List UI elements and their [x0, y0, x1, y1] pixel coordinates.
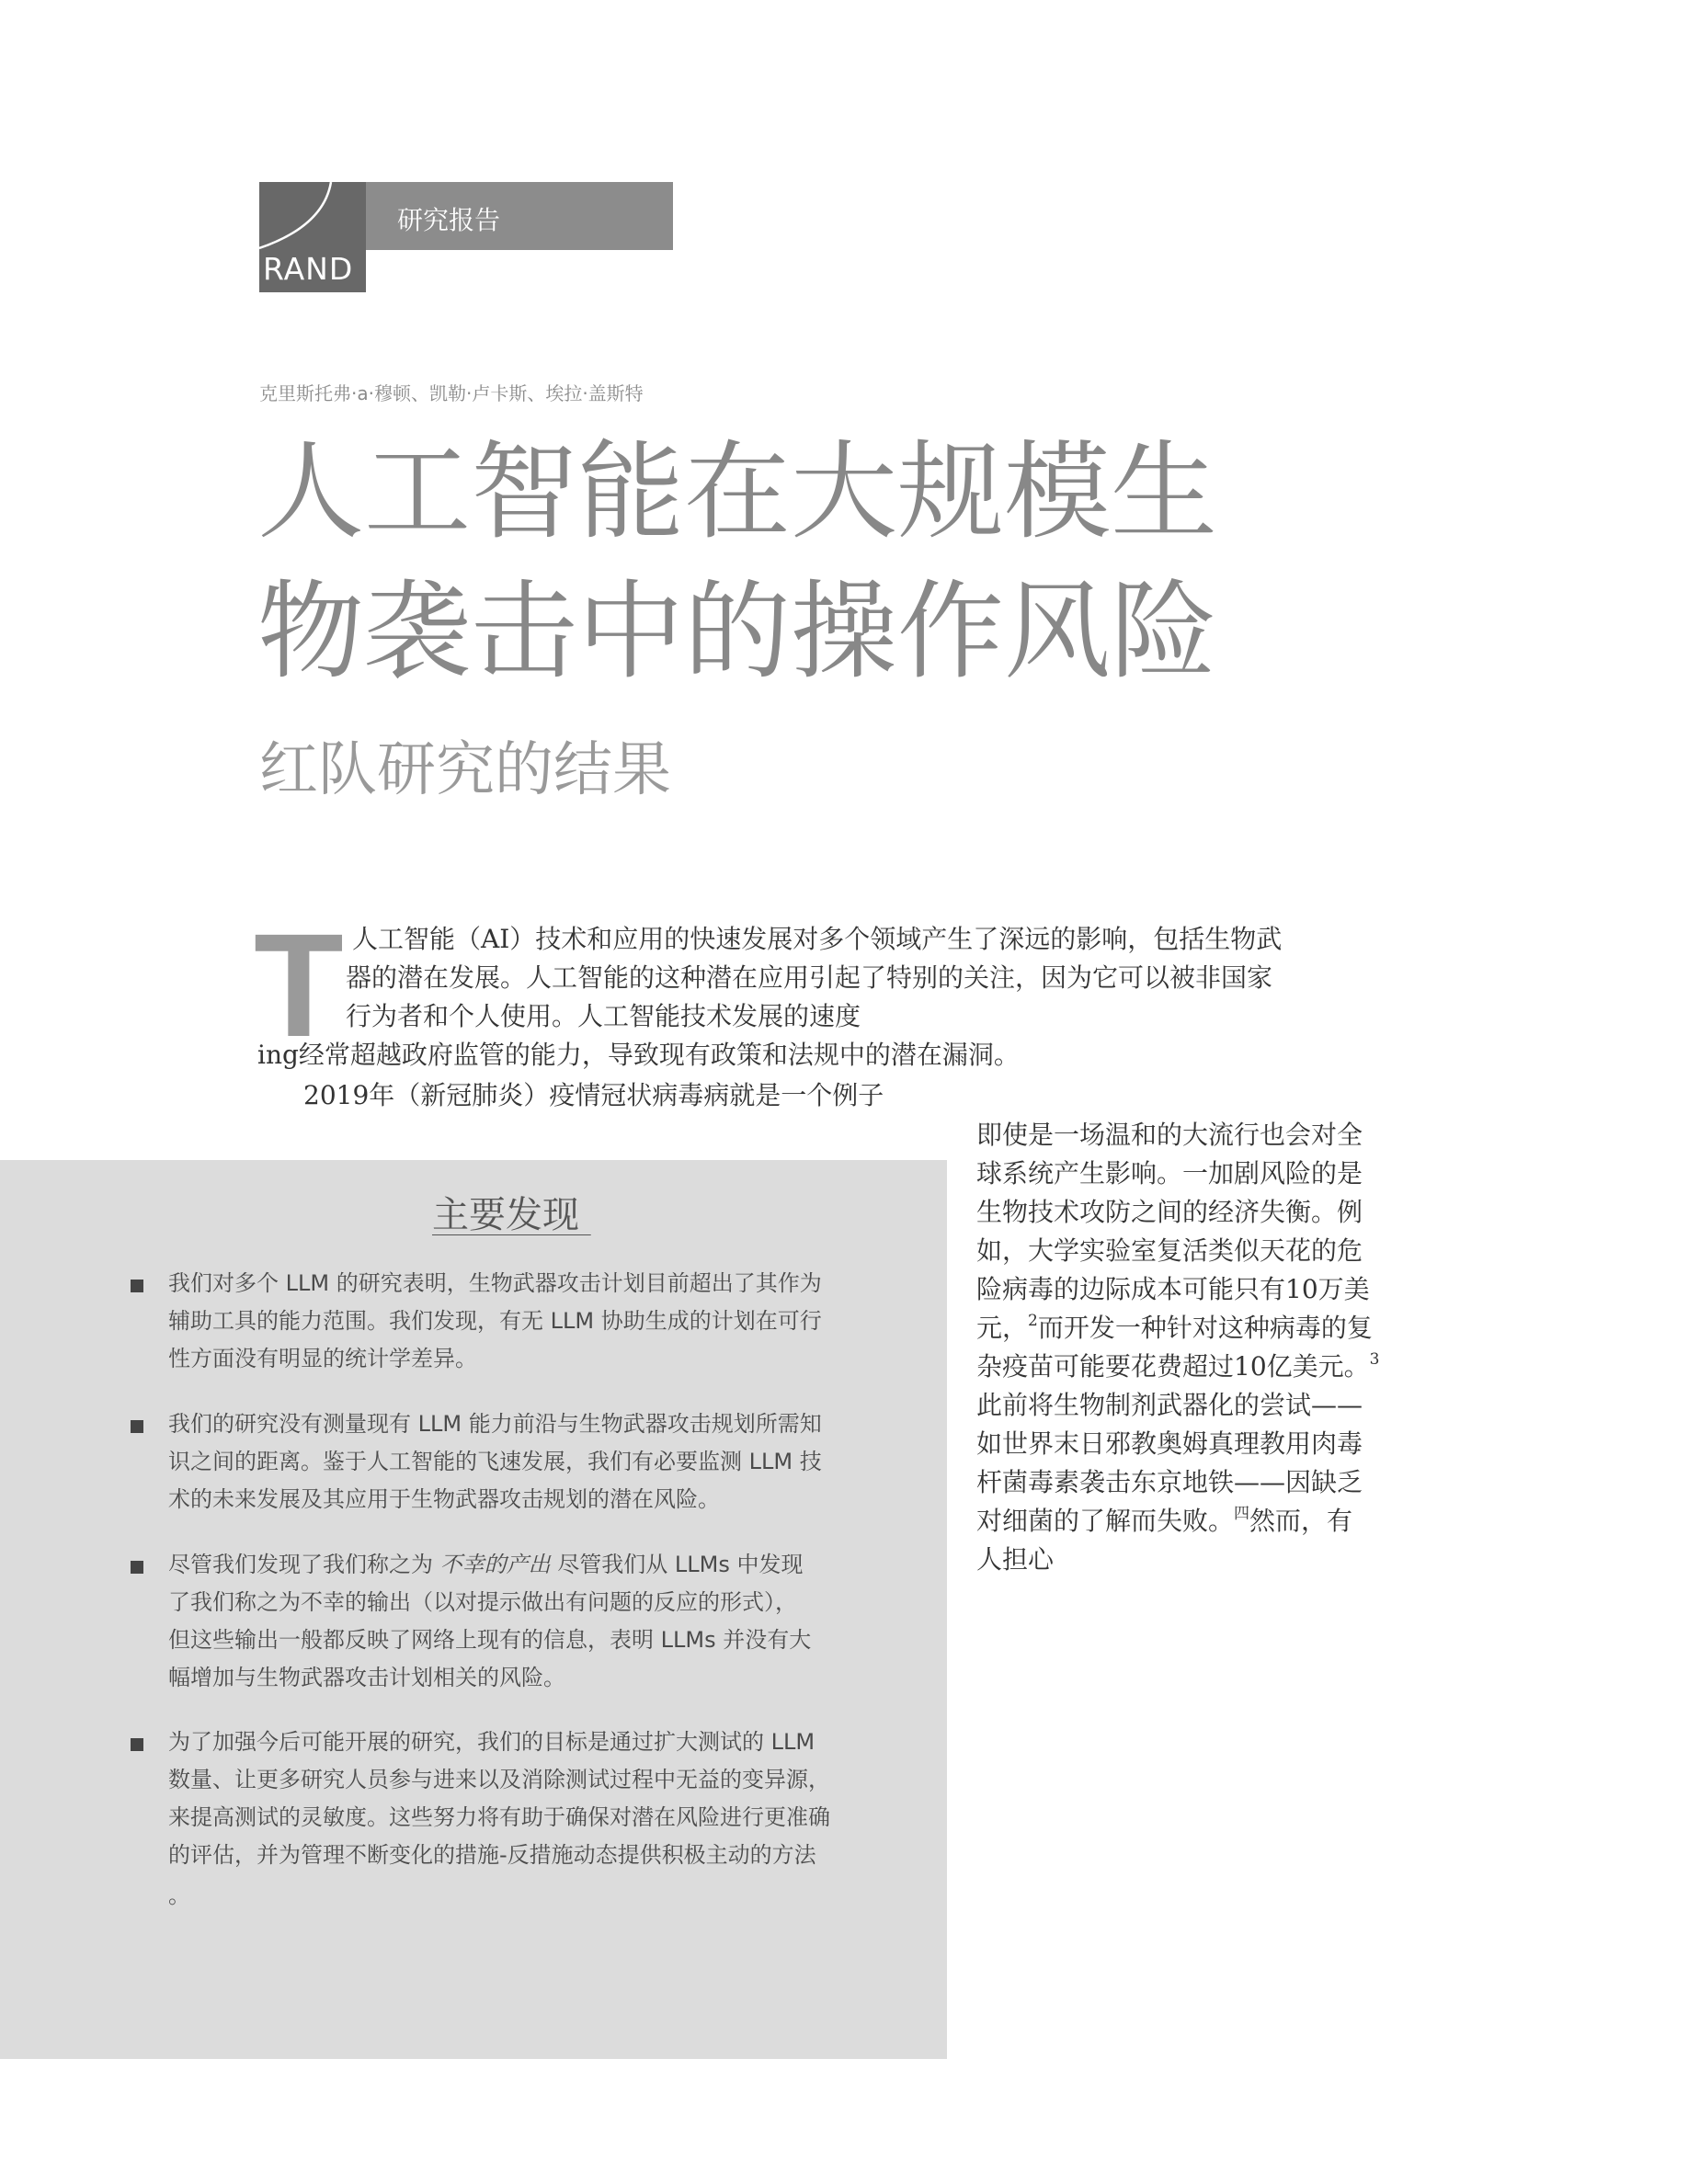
finding-line: 为了加强今后可能开展的研究，我们的目标是通过扩大测试的 LLM — [168, 1729, 815, 1755]
intro-line: 行为者和个人使用。人工智能技术发展的速度 — [346, 1001, 861, 1031]
finding-line: 我们对多个 LLM 的研究表明，生物武器攻击计划目前超出了其作为 — [168, 1270, 822, 1296]
bullet-square-icon — [131, 1561, 143, 1574]
finding-line: 了我们称之为不幸的输出（以对提示做出有问题的反应的形式）， — [168, 1589, 797, 1615]
bullet-square-icon — [131, 1420, 143, 1433]
right-column-text — [976, 1116, 1436, 1579]
intro-line: 人工智能（AI）技术和应用的快速发展对多个领域产生了深远的影响，包括生物武 — [352, 924, 1283, 954]
right-column-line: 对细菌的了解而失败。$^四$然而，有 — [976, 1505, 1353, 1536]
right-column-line: 如世界末日邪教奥姆真理教用肉毒 — [976, 1428, 1363, 1459]
bullet-square-icon — [131, 1738, 143, 1751]
key-findings-heading: 主要发现 — [432, 1194, 591, 1236]
intro-line: 2019年（新冠肺炎）疫情冠状病毒病就是一个例子 — [303, 1080, 884, 1110]
report-type-band — [366, 182, 673, 250]
intro-line: 器的潜在发展。人工智能的这种潜在应用引起了特别的关注，因为它可以被非国家 — [346, 962, 1273, 993]
right-column-line: 元，$^2$而开发一种针对这种病毒的复 — [976, 1312, 1373, 1343]
finding-line: 。 — [168, 1883, 190, 1908]
finding-line: 性方面没有明显的统计学差异。 — [168, 1346, 477, 1371]
right-column-line: 此前将生物制剂武器化的尝试—— — [976, 1390, 1363, 1420]
right-column-line: 人担心 — [976, 1544, 1055, 1575]
finding-line: 术的未来发展及其应用于生物武器攻击规划的潜在风险。 — [168, 1486, 720, 1512]
right-column-line: 生物技术攻防之间的经济失衡。例 — [976, 1197, 1363, 1227]
rand-logo-text: RAND — [263, 251, 354, 287]
subtitle: 红队研究的结果 — [259, 736, 671, 804]
right-column-line: 险病毒的边际成本可能只有10万美 — [976, 1274, 1370, 1304]
right-column-line: 即使是一场温和的大流行也会对全 — [976, 1120, 1363, 1150]
title-line-2: 物袭击中的操作风险 — [257, 570, 1217, 694]
right-column-line: 杆菌毒素袭击东京地铁——因缺乏 — [976, 1467, 1363, 1497]
authors: 克里斯托弗·a·穆顿、凯勒·卢卡斯、埃拉·盖斯特 — [259, 382, 644, 404]
finding-line: 尽管我们发现了我们称之为 不幸的产出 尽管我们从 LLMs 中发现 — [168, 1552, 804, 1577]
bullet-square-icon — [131, 1280, 143, 1292]
emphasis-text: 不幸的产出 — [439, 1552, 551, 1577]
intro-line: ing经常超越政府监管的能力，导致现有政策和法规中的潜在漏洞。 — [257, 1040, 1020, 1070]
footnote-ref[interactable]: 四 — [1234, 1505, 1250, 1523]
finding-line: 识之间的距离。鉴于人工智能的飞速发展，我们有必要监测 LLM 技 — [168, 1449, 822, 1474]
finding-line: 幅增加与生物武器攻击计划相关的风险。 — [168, 1665, 565, 1690]
right-column-line: 球系统产生影响。一加剧风险的是 — [976, 1158, 1363, 1189]
drop-cap: T — [254, 903, 344, 1067]
right-column-line: 杂疫苗可能要花费超过10亿美元。$^3$ — [976, 1350, 1380, 1382]
title-line-1: 人工智能在大规模生 — [257, 430, 1217, 554]
rand-logo — [259, 182, 366, 292]
footnote-ref[interactable]: 3 — [1369, 1350, 1380, 1369]
right-column-line: 如，大学实验室复活类似天花的危 — [976, 1235, 1363, 1266]
finding-line: 数量、让更多研究人员参与进来以及消除测试过程中无益的变异源， — [168, 1767, 830, 1792]
report-type-label: 研究报告 — [397, 205, 501, 235]
finding-line: 但这些输出一般都反映了网络上现有的信息，表明 LLMs 并没有大 — [168, 1627, 812, 1653]
finding-line: 的评估，并为管理不断变化的措施-反措施动态提供积极主动的方法 — [168, 1842, 816, 1868]
finding-line: 来提高测试的灵敏度。这些努力将有助于确保对潜在风险进行更准确 — [168, 1804, 830, 1830]
finding-line: 我们的研究没有测量现有 LLM 能力前沿与生物武器攻击规划所需知 — [168, 1411, 822, 1437]
finding-line: 辅助工具的能力范围。我们发现，有无 LLM 协助生成的计划在可行 — [168, 1308, 822, 1334]
footnote-ref[interactable]: 2 — [1028, 1312, 1038, 1330]
